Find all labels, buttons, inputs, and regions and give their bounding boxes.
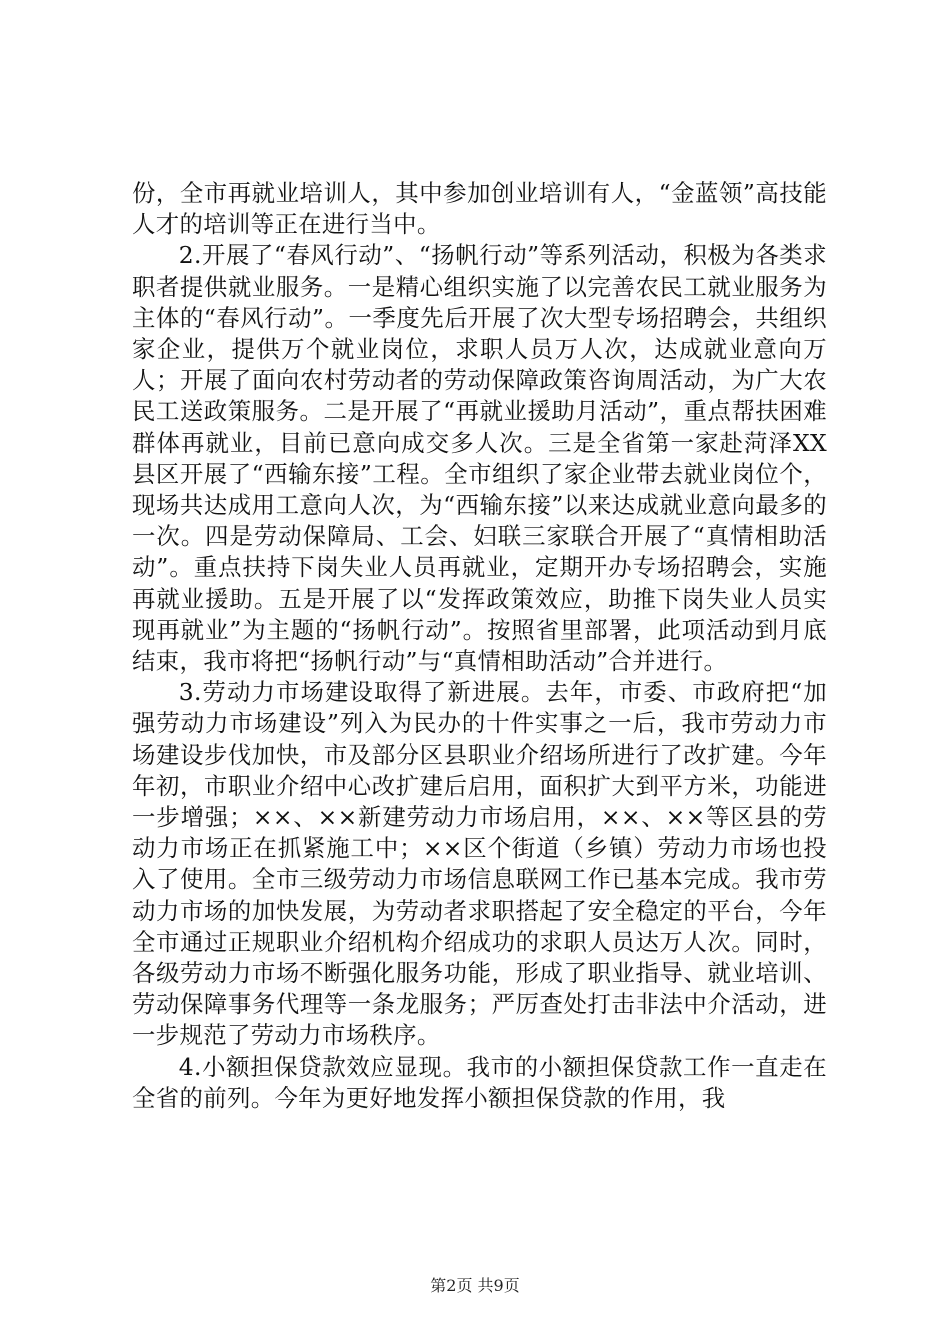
document-body — [132, 178, 827, 1114]
paragraph-spring-breeze-campaign: 2.开展了“春风行动”、“扬帆行动”等系列活动，积极为各类求职者提供就业服务。一是精心组织实施了以完善农民工就业服务为主体的“春风行动”。一季度先后开展了次大型专场招聘会，共组织家企业，提供万个就业岗位，求职人员万人次，达成就业意向万人；开展了面向农村劳动者的劳动保障政策咨询周活动，为广大农民工送政策服务。二是开展了“再就业援助月活动”，重点帮扶困难群体再就业，目前已意向成交多人次。三是全省第一家赴菏泽XX县区开展了“西输东接”工程。全市组织了家企业带去就业岗位个，现场共达成用工意向人次，为“西输东接”以来达成就业意向最多的一次。四是劳动保障局、工会、妇联三家联合开展了“真情相助活动”。重点扶持下岗失业人员再就业，定期开办专场招聘会，实施再就业援助。五是开展了以“发挥政策效应，助推下岗失业人员实现再就业”为主题的“扬帆行动”。按照省里部署，此项活动到月底结束，我市将把“扬帆行动”与“真情相助活动”合并进行。 — [132, 241, 827, 676]
paragraph-training-summary: 份，全市再就业培训人，其中参加创业培训有人，“金蓝领”高技能人才的培训等正在进行当中。 — [132, 179, 827, 239]
paragraph-small-guaranteed-loans: 4.小额担保贷款效应显现。我市的小额担保贷款工作一直走在全省的前列。今年为更好地发挥小额担保贷款的作用，我 — [132, 1052, 827, 1112]
paragraph-labor-market-construction: 3.劳动力市场建设取得了新进展。去年，市委、市政府把“加强劳动力市场建设”列入为民办的十件实事之一后，我市劳动力市场建设步伐加快，市及部分区县职业介绍场所进行了改扩建。今年年初，市职业介绍中心改扩建后启用，面积扩大到平方米，功能进一步增强；××、××新建劳动力市场启用，××、××等区县的劳动力市场正在抓紧施工中；××区个街道（乡镇）劳动力市场也投入了使用。全市三级劳动力市场信息联网工作已基本完成。我市劳动力市场的加快发展，为劳动者求职搭起了安全稳定的平台，今年全市通过正规职业介绍机构介绍成功的求职人员达万人次。同时，各级劳动力市场不断强化服务功能，形成了职业指导、就业培训、劳动保障事务代理等一条龙服务；严厉查处打击非法中介活动，进一步规范了劳动力市场秩序。 — [132, 678, 827, 1050]
page-number-footer: 第2页 共9页 — [430, 1276, 520, 1295]
